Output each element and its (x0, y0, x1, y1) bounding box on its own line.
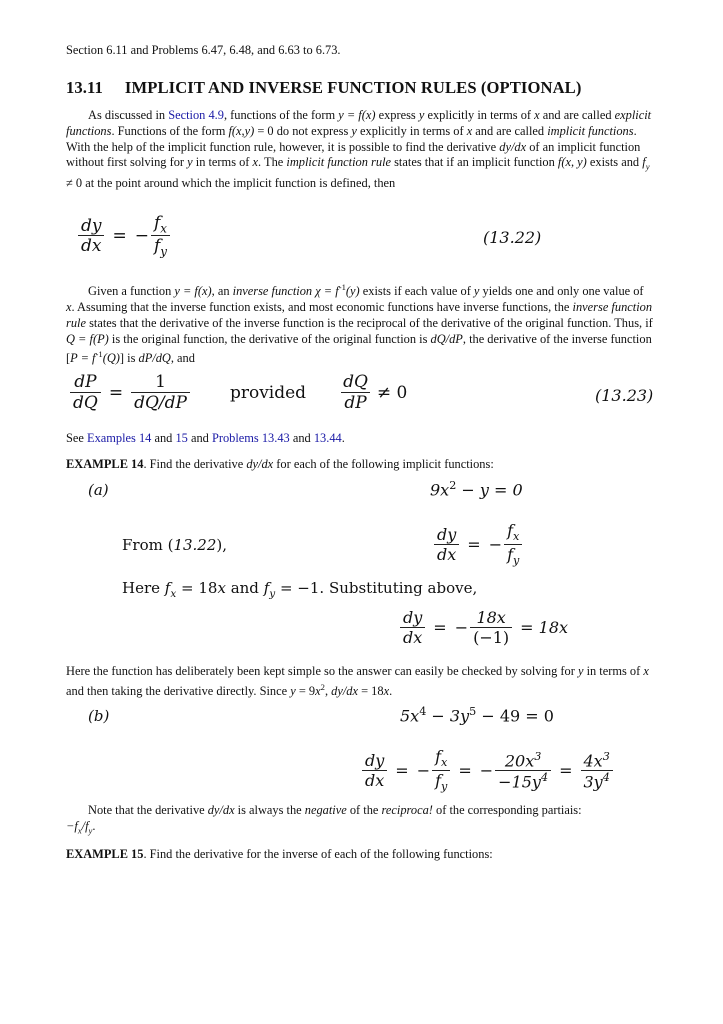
from-reference: From (13.22), (122, 536, 228, 554)
section-heading (66, 78, 581, 98)
problem-13-44-link[interactable]: 13.44 (313, 431, 342, 445)
provided-word: provided (229, 382, 307, 403)
partials-statement: Here $f_x = 18x$ and $f_y = -1$. Substituting above, (122, 579, 478, 600)
equation-tag-13-23: (13.23) (595, 386, 654, 405)
problems-13-43-link[interactable]: Problems 13.43 (211, 431, 290, 445)
part-a-result: $\frac{dy}{dx}$ = − $\frac{18x}{(-1)}$ = 18x (400, 609, 568, 646)
intro-paragraph: As discussed in Section 4.9, functions of the form y = f(x) express y explicitly in terms of x and are called explicit functions. Functions of the form f(x,y) = 0 do not express y explicitly in terms of x and are called implicit functions. With the help of the implicit function rule, however, it is possible to find the derivative dy/dx of an implicit function without first solving for y in terms of x. The implicit function rule states that if an implicit function f(x, y) exists and $f_y \ne 0$ at the point around which the implicit function is defined, then (66, 108, 652, 190)
equation-tag-13-22: (13.22) (483, 228, 542, 247)
verification-note: Here the function has deliberately been kept simple so the answer can easily be checked by solving for y in terms of x and then taking the derivative directly. Since $y = 9x^2$, dy/dx = 18x. (66, 664, 649, 698)
reciprocal-note: Note that the derivative dy/dx is always the negative of the reciproca! of the corresponding partiais: $-f_x/f_y$. (66, 803, 582, 836)
part-a-rule: $\frac{dy}{dx}$ = − $\frac{f_x}{f_y}$ (434, 522, 522, 567)
part-b-result: $\frac{dy}{dx}$ = − $\frac{f_x}{f_y}$ = − $\frac{20x^3}{-15y^4}$ = $\frac{4x^3}{3y^4}$ (362, 748, 613, 793)
section-number: 13.11 (66, 78, 103, 97)
inverse-paragraph: Given a function y = f(x), an inverse function $\chi = f^{-1}(y)$ exists if each value of y yields one and only one value of x. Assuming that the inverse function exists, and most economic functions have inverse functions, the inverse function rule states that the derivative of the inverse function is the reciprocal of the derivative of the original function. Thus, if Q = f(P) is the original function, the derivative of the original function is dQ/dP, the derivative of the inverse function $[P = f^{-1}(Q)]$ is dP/dQ, and (66, 282, 653, 366)
part-a-equation: $9x^2 - y = 0$ (430, 479, 523, 500)
part-a-label: (a) (88, 481, 109, 499)
part-b-label: (b) (88, 707, 110, 725)
example-14-heading: EXAMPLE 14. Find the derivative dy/dx for each of the following implicit functions: (66, 457, 494, 471)
see-references: See Examples 14 and 15 and Problems 13.43 and 13.44. (66, 431, 345, 445)
part-b-equation: $5x^4 - 3y^5 - 49 = 0$ (400, 705, 554, 726)
example-15-heading: EXAMPLE 15. Find the derivative for the inverse of each of the following functions: (66, 847, 493, 861)
examples-14-link[interactable]: Examples 14 (87, 431, 152, 445)
continuation-line: Section 6.11 and Problems 6.47, 6.48, and 6.63 to 6.73. (66, 43, 341, 57)
example-15-link[interactable]: 15 (175, 431, 188, 445)
equation-13-23: $\frac{dP}{dQ}$ = $\frac{1}{dQ/dP}$ provided $\frac{dQ}{dP}$ ≠ 0 (70, 373, 407, 412)
section-4-9-link[interactable]: Section 4.9 (168, 108, 224, 122)
equation-13-22: $\frac{dy}{dx}$ = − $\frac{f_x}{f_y}$ (78, 214, 170, 259)
section-title: IMPLICIT AND INVERSE FUNCTION RULES (OPTIONAL) (124, 78, 582, 97)
